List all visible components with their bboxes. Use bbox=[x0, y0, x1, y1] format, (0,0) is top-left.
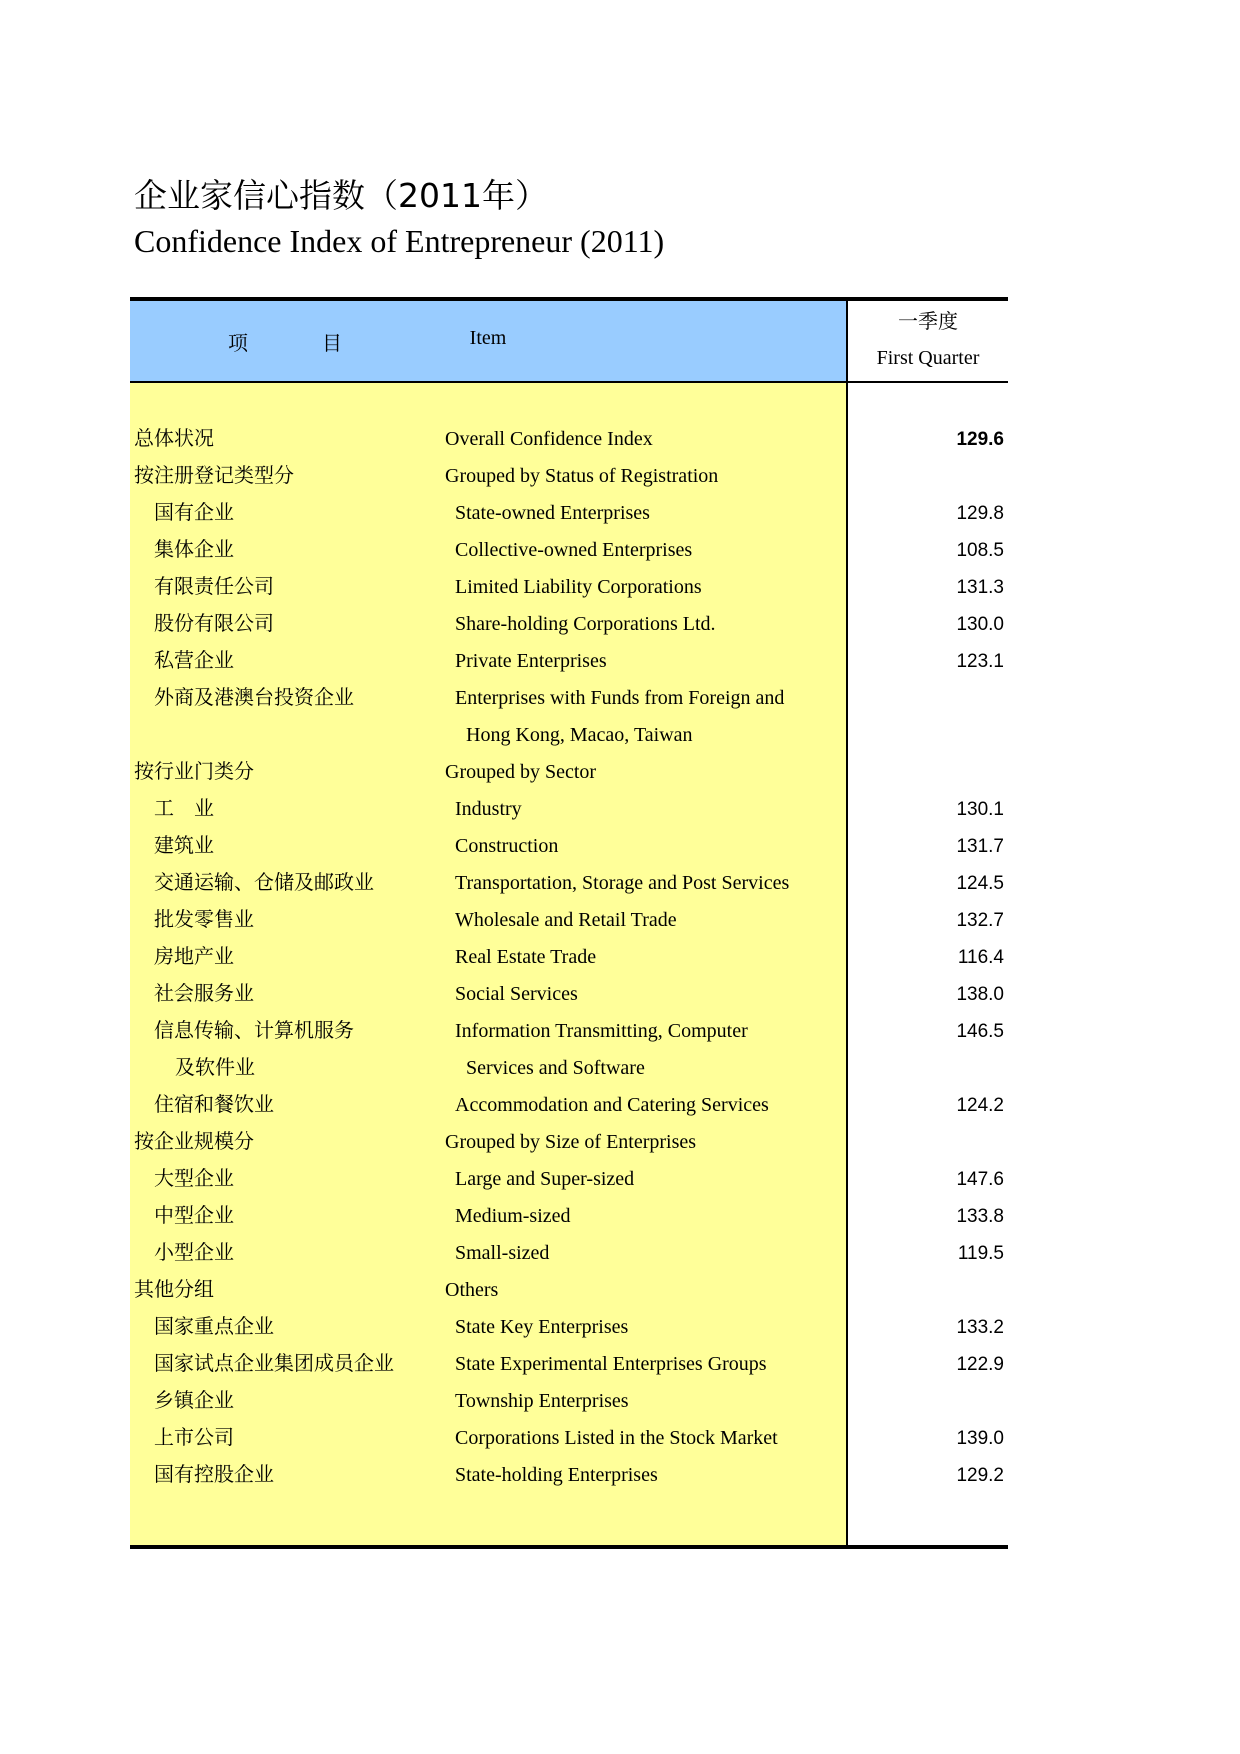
row-label-cn: 小型企业 bbox=[154, 1242, 234, 1264]
table-row bbox=[130, 791, 1008, 828]
table-row bbox=[130, 1198, 1008, 1235]
row-label-en: Grouped by Size of Enterprises bbox=[445, 1131, 697, 1153]
row-label-en: State Key Enterprises bbox=[455, 1316, 629, 1338]
table-row bbox=[130, 643, 1008, 680]
row-label-en: Grouped by Sector bbox=[445, 761, 597, 783]
row-value: 124.2 bbox=[956, 1095, 1004, 1116]
table-row bbox=[130, 532, 1008, 569]
table-row bbox=[130, 717, 1008, 754]
header-quarter-en: First Quarter bbox=[876, 347, 980, 369]
table-row bbox=[130, 939, 1008, 976]
row-label-cn: 集体企业 bbox=[154, 539, 234, 561]
table-row bbox=[130, 828, 1008, 865]
table-row bbox=[130, 865, 1008, 902]
row-label-cn: 国有控股企业 bbox=[154, 1464, 274, 1486]
row-value: 129.2 bbox=[956, 1465, 1004, 1486]
row-label-en: Share-holding Corporations Ltd. bbox=[455, 613, 716, 635]
header-quarter-cn: 一季度 bbox=[898, 311, 958, 333]
row-label-cn: 外商及港澳台投资企业 bbox=[154, 687, 354, 709]
row-value: 147.6 bbox=[956, 1169, 1004, 1190]
table-row bbox=[130, 1309, 1008, 1346]
row-label-en: Wholesale and Retail Trade bbox=[455, 909, 677, 931]
row-value: 129.6 bbox=[956, 429, 1004, 450]
row-label-cn: 按行业门类分 bbox=[134, 761, 254, 783]
row-label-en: Construction bbox=[455, 835, 559, 857]
row-label-cn: 建筑业 bbox=[154, 835, 214, 857]
row-value: 122.9 bbox=[956, 1354, 1004, 1375]
row-label-en: Enterprises with Funds from Foreign and bbox=[455, 687, 785, 709]
row-label-cn: 中型企业 bbox=[154, 1205, 234, 1227]
table-row bbox=[130, 1124, 1008, 1161]
table-row bbox=[130, 495, 1008, 532]
row-label-en: Grouped by Status of Registration bbox=[445, 465, 719, 487]
row-label-cn: 交通运输、仓储及邮政业 bbox=[154, 872, 374, 894]
row-label-cn: 社会服务业 bbox=[154, 983, 254, 1005]
confidence-index-table bbox=[130, 297, 1008, 1549]
row-label-cn: 房地产业 bbox=[154, 946, 234, 968]
row-value: 130.1 bbox=[956, 799, 1004, 820]
row-label-cn: 其他分组 bbox=[134, 1279, 214, 1301]
row-value: 133.2 bbox=[956, 1317, 1004, 1338]
table-row bbox=[130, 1420, 1008, 1457]
row-label-cn: 大型企业 bbox=[154, 1168, 234, 1190]
row-label-en: Overall Confidence Index bbox=[445, 428, 653, 450]
row-label-en: Information Transmitting, Computer bbox=[455, 1020, 748, 1042]
table-row bbox=[130, 1161, 1008, 1198]
row-label-en: State Experimental Enterprises Groups bbox=[455, 1353, 767, 1375]
row-label-en: Township Enterprises bbox=[455, 1390, 629, 1412]
table-header-rule bbox=[130, 381, 1008, 383]
row-label-en: Small-sized bbox=[455, 1242, 550, 1264]
table-top-rule bbox=[130, 297, 1008, 301]
row-label-cn: 上市公司 bbox=[154, 1427, 234, 1449]
table-row bbox=[130, 1013, 1008, 1050]
page-title-en: Confidence Index of Entrepreneur (2011) bbox=[134, 223, 665, 259]
table-row bbox=[130, 1457, 1008, 1494]
header-item-cn-part2: 目 bbox=[322, 333, 342, 355]
row-value: 138.0 bbox=[956, 984, 1004, 1005]
header-item-cn-part1: 项 bbox=[228, 333, 248, 355]
table-row bbox=[130, 569, 1008, 606]
table-row bbox=[130, 754, 1008, 791]
row-label-cn: 工 业 bbox=[154, 798, 214, 820]
table-row bbox=[130, 421, 1008, 458]
row-label-cn: 信息传输、计算机服务 bbox=[154, 1020, 354, 1042]
row-value: 130.0 bbox=[956, 614, 1004, 635]
table-row bbox=[130, 1050, 1008, 1087]
row-label-cn: 私营企业 bbox=[154, 650, 234, 672]
row-label-en: Large and Super-sized bbox=[455, 1168, 635, 1190]
row-label-cn: 按注册登记类型分 bbox=[134, 465, 294, 487]
row-value: 119.5 bbox=[957, 1243, 1004, 1264]
row-label-en: Transportation, Storage and Post Services bbox=[455, 872, 790, 894]
table-row bbox=[130, 1272, 1008, 1309]
row-value: 131.3 bbox=[956, 577, 1004, 598]
row-label-cn: 乡镇企业 bbox=[154, 1390, 234, 1412]
row-value: 132.7 bbox=[956, 910, 1004, 931]
row-value: 124.5 bbox=[956, 873, 1004, 894]
row-value: 146.5 bbox=[956, 1021, 1004, 1042]
row-label-en: Limited Liability Corporations bbox=[455, 576, 702, 598]
row-label-cn: 国有企业 bbox=[154, 502, 234, 524]
row-label-en: Services and Software bbox=[466, 1057, 645, 1079]
row-label-en: Accommodation and Catering Services bbox=[455, 1094, 769, 1116]
row-label-cn: 国家重点企业 bbox=[154, 1316, 274, 1338]
row-label-en: Medium-sized bbox=[455, 1205, 571, 1227]
table-row bbox=[130, 976, 1008, 1013]
row-label-cn: 国家试点企业集团成员企业 bbox=[154, 1353, 394, 1375]
row-label-cn: 住宿和餐饮业 bbox=[154, 1094, 274, 1116]
row-label-en: Real Estate Trade bbox=[455, 946, 597, 968]
row-label-en: Collective-owned Enterprises bbox=[455, 539, 693, 561]
row-value: 123.1 bbox=[956, 651, 1004, 672]
row-label-cn: 股份有限公司 bbox=[154, 613, 274, 635]
table-row bbox=[130, 902, 1008, 939]
table-row bbox=[130, 1087, 1008, 1124]
page-title-cn: 企业家信心指数（2011年） bbox=[134, 176, 548, 215]
row-label-en: Private Enterprises bbox=[455, 650, 607, 672]
table-row bbox=[130, 1383, 1008, 1420]
row-label-en: Others bbox=[445, 1279, 499, 1301]
row-label-cn: 批发零售业 bbox=[154, 909, 254, 931]
row-label-en: Social Services bbox=[455, 983, 578, 1005]
row-label-cn: 总体状况 bbox=[134, 428, 214, 450]
row-label-en: Industry bbox=[455, 798, 522, 820]
row-value: 129.8 bbox=[956, 503, 1004, 524]
table-bottom-rule bbox=[130, 1545, 1008, 1549]
table-row bbox=[130, 680, 1008, 717]
table-row bbox=[130, 1235, 1008, 1272]
row-value: 133.8 bbox=[956, 1206, 1004, 1227]
row-label-en: Corporations Listed in the Stock Market bbox=[455, 1427, 778, 1449]
row-value: 139.0 bbox=[956, 1428, 1004, 1449]
row-value: 108.5 bbox=[956, 540, 1004, 561]
row-label-en: State-holding Enterprises bbox=[455, 1464, 658, 1486]
row-value: 116.4 bbox=[957, 947, 1004, 968]
table-row bbox=[130, 606, 1008, 643]
row-label-cn: 及软件业 bbox=[175, 1057, 255, 1079]
header-item-en: Item bbox=[469, 327, 507, 349]
row-label-en: Hong Kong, Macao, Taiwan bbox=[466, 724, 693, 746]
table-row bbox=[130, 1346, 1008, 1383]
row-label-en: State-owned Enterprises bbox=[455, 502, 650, 524]
row-label-cn: 按企业规模分 bbox=[134, 1131, 254, 1153]
row-label-cn: 有限责任公司 bbox=[154, 576, 274, 598]
table-row bbox=[130, 458, 1008, 495]
row-value: 131.7 bbox=[956, 836, 1004, 857]
